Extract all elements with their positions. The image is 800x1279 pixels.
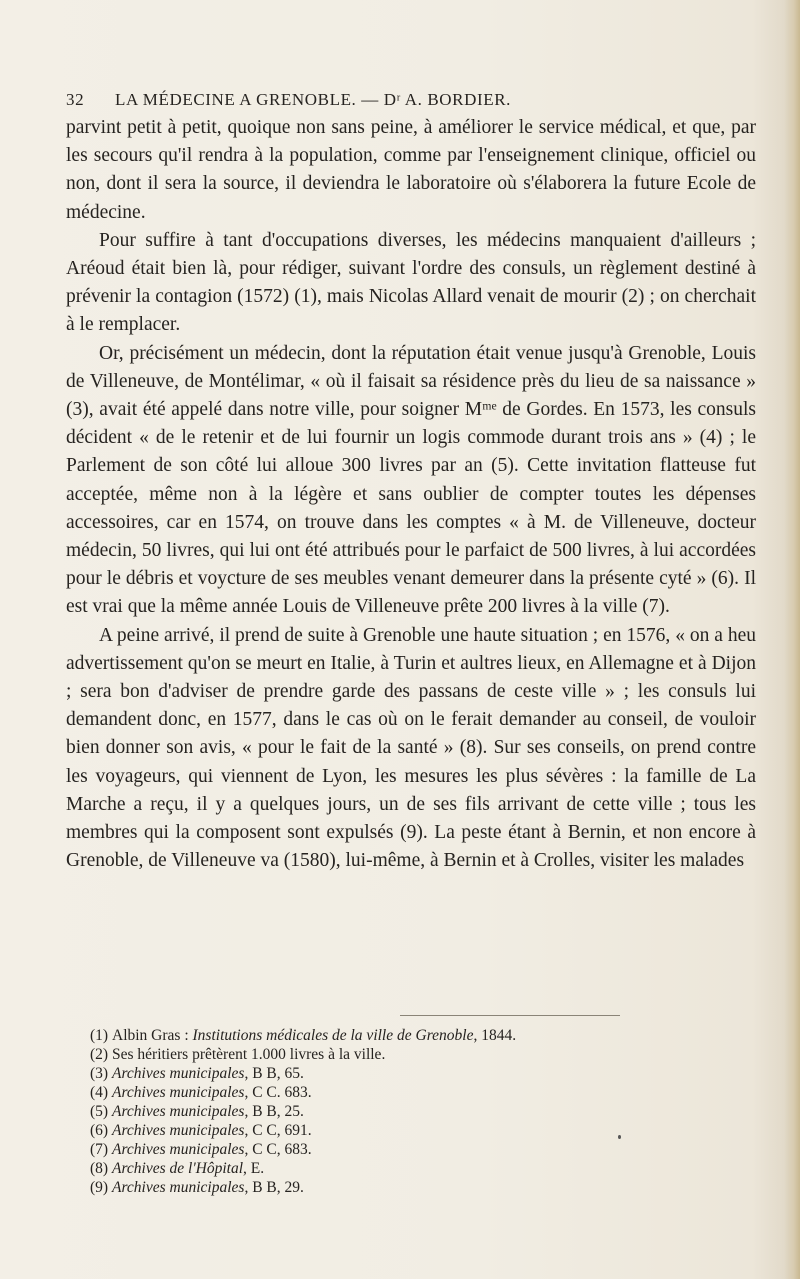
footnote-source: Archives municipales <box>112 1084 245 1101</box>
body-text <box>66 114 756 875</box>
footnote-reference: , B B, 25. <box>244 1103 304 1120</box>
running-title: LA MÉDECINE A GRENOBLE. — Dʳ A. BORDIER. <box>115 90 512 109</box>
footnote-separator <box>400 1015 620 1016</box>
footnote <box>90 1083 750 1102</box>
footnote <box>90 1159 750 1178</box>
footnote-number: (3) <box>90 1065 109 1082</box>
paragraph: Or, précisément un médecin, dont la réputation était venue jusqu'à Grenoble, Louis de Villeneuve, de Montélimar, « où il faisait sa résidence près du lieu de sa naissance » (3), avait été appelé dans notre ville, pour soigner Mᵐᵉ de Gordes. En 1573, les consuls décident « de le retenir et de lui fournir un logis commode durant trois ans » (4) ; le Parlement de son côté lui alloue 300 livres par an (5). Cette invitation flatteuse fut acceptée, même non à la légère et sans oublier de compter toutes les dépenses accessoires, car en 1574, on trouve dans les comptes « à M. de Villeneuve, docteur médecin, 50 livres, qui lui ont été attribués pour le parfaict de 500 livres, à lui accordées pour le débris et voycture de ses meubles venant demeurer dans la présente cyté » (6). Il est vrai que la même année Louis de Villeneuve prête 200 livres à la ville (7). <box>66 342 756 618</box>
footnote-reference: , C C, 683. <box>244 1141 312 1158</box>
paragraph: A peine arrivé, il prend de suite à Grenoble une haute situation ; en 1576, « on a heu advertissement qu'on se meurt en Italie, à Turin et aultres lieux, en Allemagne et à Dijon ; sera bon d'adviser de prendre garde des passans de ceste ville » ; les consuls lui demandent donc, en 1577, dans le cas où on le ferait demander au conseil, de vouloir bien donner son avis, « pour le fait de la santé » (8). Sur ses conseils, on prend contre les voyageurs, qui viennent de Lyon, les mesures les plus sévères : la famille de La Marche a reçu, il y a quelques jours, un de ses fils arrivant de cette ville ; tous les membres qui la composent sont expulsés (9). La peste étant à Bernin, et non encore à Grenoble, de Villeneuve va (1580), lui-même, à Bernin et à Crolles, visiter les malades <box>66 624 756 872</box>
paragraph: parvint petit à petit, quoique non sans peine, à améliorer le service médical, et que, par les secours qu'il rendra à la population, comme par l'enseignement clinique, officiel ou non, dont il sera la source, il deviendra le laboratoire où s'élaborera la future Ecole de médecine. <box>66 117 756 223</box>
footnote-number: (1) <box>90 1027 109 1044</box>
footnotes <box>90 1026 750 1197</box>
page-number: 32 <box>66 90 85 109</box>
footnote <box>90 1102 750 1121</box>
page-edge-shadow <box>784 0 800 1279</box>
footnote-source: Archives municipales <box>112 1103 245 1120</box>
footnote-reference: , C C, 691. <box>244 1122 312 1139</box>
footnote-number: (4) <box>90 1084 109 1101</box>
footnote <box>90 1045 750 1064</box>
footnote-number: (9) <box>90 1179 109 1196</box>
footnote-source: Institutions médicales de la ville de Grenoble <box>192 1027 474 1044</box>
footnote-reference: , C C. 683. <box>244 1084 312 1101</box>
footnote-reference: , E. <box>243 1160 265 1177</box>
footnote-number: (5) <box>90 1103 109 1120</box>
footnote <box>90 1178 750 1197</box>
footnote-reference: , B B, 29. <box>244 1179 304 1196</box>
footnote <box>90 1064 750 1083</box>
footnote-source: Archives municipales <box>112 1065 245 1082</box>
footnote <box>90 1121 750 1140</box>
footnote-reference: , B B, 65. <box>244 1065 304 1082</box>
footnote-text: Ses héritiers prêtèrent 1.000 livres à la ville. <box>112 1046 386 1063</box>
footnote-number: (6) <box>90 1122 109 1139</box>
footnote-number: (8) <box>90 1160 109 1177</box>
paragraph: Pour suffire à tant d'occupations diverses, les médecins manquaient d'ailleurs ; Aréoud était bien là, pour rédiger, suivant l'ordre des consuls, un règlement destiné à prévenir la contagion (1572) (1), mais Nicolas Allard venait de mourir (2) ; on cherchait à le remplacer. <box>66 229 756 336</box>
footnote <box>90 1026 750 1045</box>
footnote <box>90 1140 750 1159</box>
footnote-text: Albin Gras : <box>112 1027 193 1044</box>
footnote-source: Archives municipales <box>112 1141 245 1158</box>
footnote-source: Archives de l'Hôpital <box>112 1160 244 1177</box>
footnote-reference: , 1844. <box>473 1027 517 1044</box>
footnote-number: (7) <box>90 1141 109 1158</box>
footnote-source: Archives municipales <box>112 1122 245 1139</box>
ink-speck <box>618 1135 621 1139</box>
footnote-number: (2) <box>90 1046 109 1063</box>
footnote-source: Archives municipales <box>112 1179 245 1196</box>
